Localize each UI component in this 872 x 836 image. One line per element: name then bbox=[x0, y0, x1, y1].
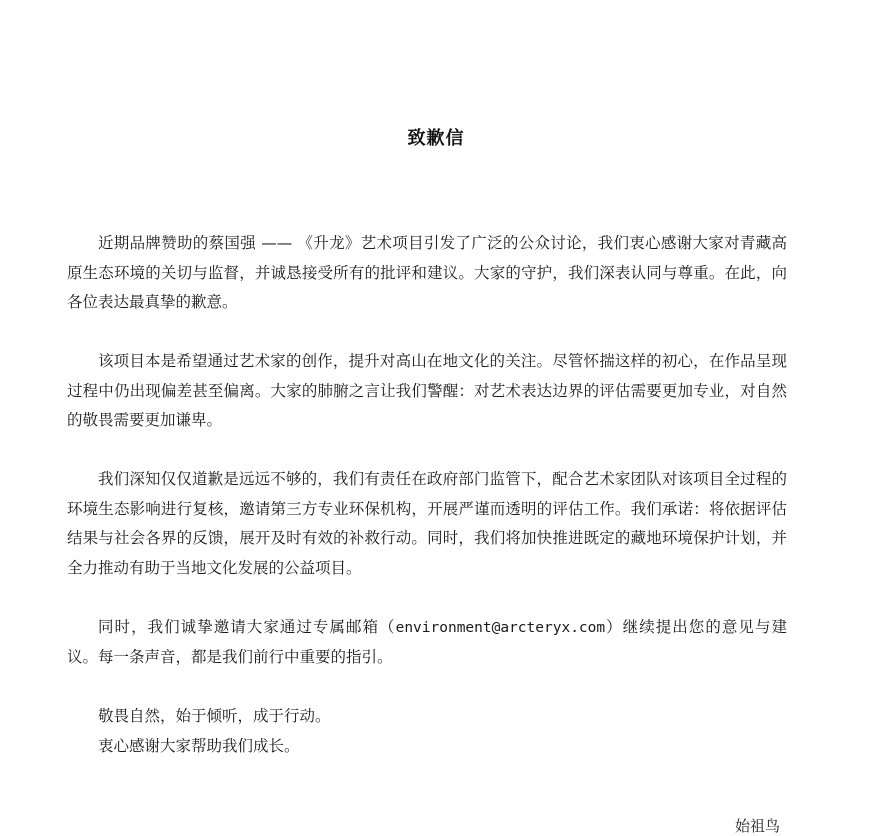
contact-email: environment@arcteryx.com bbox=[395, 619, 606, 636]
letter-title: 致歉信 bbox=[407, 128, 465, 149]
letter-body bbox=[67, 229, 787, 761]
paragraph-apology: 近期品牌赞助的蔡国强 —— 《升龙》艺术项目引发了广泛的公众讨论，我们衷心感谢大家对青藏高原生态环境的关切与监督，并诚恳接受所有的批评和建议。大家的守护，我们深表认同与尊重。在此，向各位表达最真挚的歉意。 bbox=[67, 234, 787, 311]
contact-text-before: 同时，我们诚挚邀请大家通过专属邮箱（ bbox=[98, 617, 396, 636]
paragraph-intent: 该项目本是希望通过艺术家的创作，提升对高山在地文化的关注。尽管怀揣这样的初心，在作品呈现过程中仍出现偏差甚至偏离。大家的肺腑之言让我们警醒：对艺术表达边界的评估需要更加专业，对自然的敬畏需要更加谦卑。 bbox=[67, 352, 787, 429]
paragraph-contact bbox=[67, 613, 787, 673]
closing-line-2: 衷心感谢大家帮助我们成长。 bbox=[98, 736, 300, 755]
paragraph-commitment: 我们深知仅仅道歉是远远不够的，我们有责任在政府部门监管下，配合艺术家团队对该项目全过程的环境生态影响进行复核，邀请第三方专业环保机构，开展严谨而透明的评估工作。我们承诺：将依据评估结果与社会各界的反馈，展开及时有效的补救行动。同时，我们将加快推进既定的藏地环境保护计划，并全力推动有助于当地文化发展的公益项目。 bbox=[67, 470, 787, 577]
signature: 始祖鸟 bbox=[735, 817, 781, 835]
contact-text-after: ）继续提出您的意见与建议。每一条声音，都是我们前行中重要的指引。 bbox=[67, 617, 787, 666]
closing-line-1: 敬畏自然，始于倾听，成于行动。 bbox=[98, 707, 331, 725]
